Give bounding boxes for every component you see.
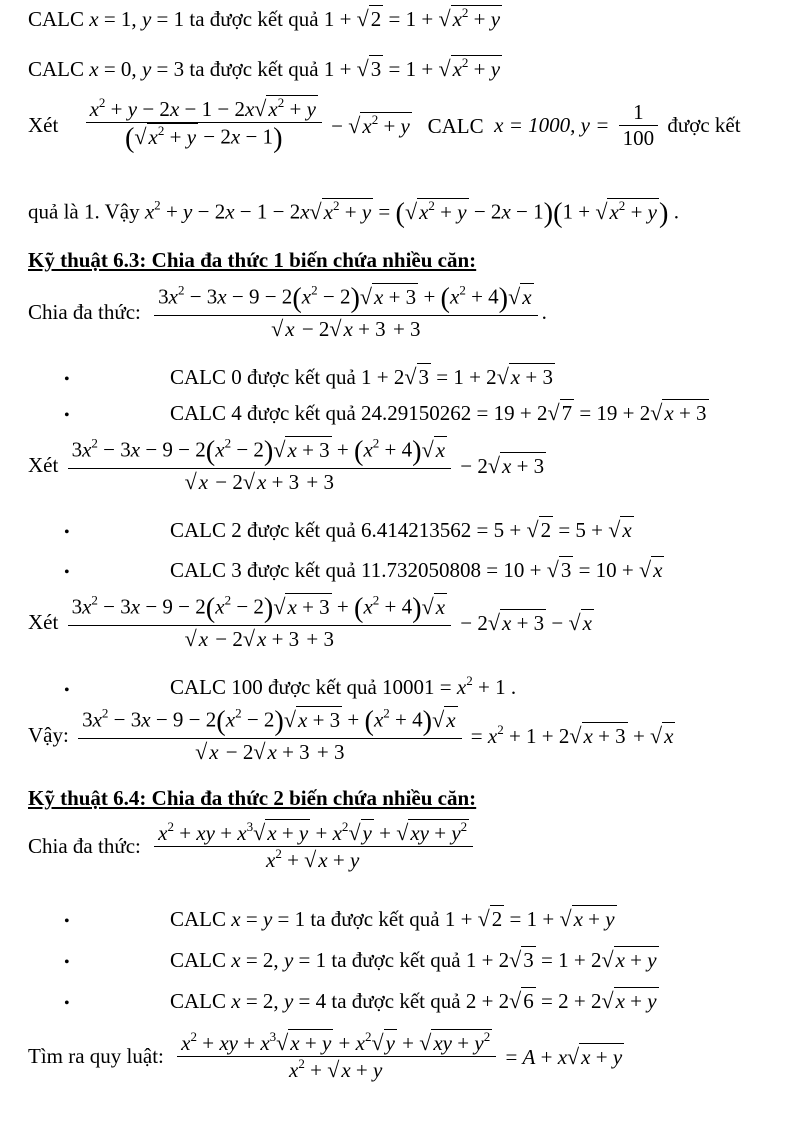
bullet: • bbox=[64, 564, 70, 581]
calc-x2-y4: CALC x = 2, y = 4 ta được kết quả 2 + 2√6 = 2 + 2√x + y bbox=[170, 988, 657, 1013]
calc-xy-1: CALC x = y = 1 ta được kết quả 1 + √2 = 1 + √x + y bbox=[170, 906, 615, 931]
bullet-calc-3: CALC 3 được kết quả 11.732050808 = 10 + √3 = 10 + √x bbox=[170, 557, 663, 582]
bullet: • bbox=[64, 524, 70, 541]
bullet: • bbox=[64, 407, 70, 424]
bullet-calc-4: CALC 4 được kết quả 24.29150262 = 19 + 2√7 = 19 + 2√x + 3 bbox=[170, 400, 707, 425]
calc-line-2: CALC x = 0, y = 3 ta được kết quả $1 + √3 = 1 + √x^2 + y$ bbox=[28, 54, 501, 81]
vay-line-2: Vậy: $\frac{3x^2 - 3x - 9 - 2(x^2 - 2)√x + 3 + (x^2 + 4)√x}{√x - 2√x + 3 + 3}$ = $x^2 + 1 + 2√x + 3 + √x$ bbox=[28, 705, 674, 765]
heading-6-3: Kỹ thuật 6.3: Chia đa thức 1 biến chứa nhiều căn: bbox=[28, 248, 477, 272]
chia-da-thuc-2: Chia đa thức: $\frac{x^2 + xy + x^3√x + y + x^2√y + √xy + y^2}{x^2 + √x + y}$ bbox=[28, 820, 477, 873]
xet-line-1: Xét $\frac{x^2 + y - 2x - 1 - 2x√x^2 + y}{(√x^2 + y - 2x - 1)}$ − $√x^2 + y$ CALC x = 1000, y = $\frac{1}{100}$ được kết bbox=[28, 94, 741, 155]
tim-ra-quy-luat: Tìm ra quy luật: $\frac{x^2 + xy + x^3√x + y + x^2√y + √xy + y^2}{x^2 + √x + y}$ = A + x√x + y bbox=[28, 1028, 623, 1083]
calc-x2-y1: CALC x = 2, y = 1 ta được kết quả 1 + 2√3 = 1 + 2√x + y bbox=[170, 947, 657, 972]
bullet-calc-100: CALC 100 được kết quả $10001 = x^2 + 1$ . bbox=[170, 672, 517, 699]
bullet: • bbox=[64, 682, 70, 699]
bullet: • bbox=[64, 954, 70, 971]
heading-6-4: Kỹ thuật 6.4: Chia đa thức 2 biến chứa nhiều căn: bbox=[28, 786, 477, 810]
calc-line-1: CALC x = 1, y = 1 ta được kết quả $1 + √2 = 1 + √x^2 + y$ bbox=[28, 4, 501, 31]
bullet: • bbox=[64, 913, 70, 930]
vay-line-1: quả là 1. Vậy $x^2 + y - 2x - 1 - 2x√x^2 + y = (√x^2 + y - 2x - 1)(1 + √x^2 + y)$ . bbox=[28, 197, 679, 229]
chia-da-thuc-1: Chia đa thức: $\frac{3x^2 - 3x - 9 - 2(x^2 - 2)√x + 3 + (x^2 + 4)√x}{√x - 2√x + 3 + 3}$ . bbox=[28, 282, 547, 342]
bullet: • bbox=[64, 371, 70, 388]
bullet-calc-0: CALC 0 được kết quả 1 + 2√3 = 1 + 2√x + 3 bbox=[170, 364, 553, 389]
xet-line-2: Xét $\frac{3x^2 - 3x - 9 - 2(x^2 - 2)√x + 3 + (x^2 + 4)√x}{√x - 2√x + 3 + 3}$ − 2√x + 3 bbox=[28, 435, 545, 495]
bullet-calc-2: CALC 2 được kết quả 6.414213562 = 5 + √2 = 5 + √x bbox=[170, 517, 632, 542]
xet-line-3: Xét $\frac{3x^2 - 3x - 9 - 2(x^2 - 2)√x + 3 + (x^2 + 4)√x}{√x - 2√x + 3 + 3}$ − 2√x + 3 − √x bbox=[28, 592, 592, 652]
bullet: • bbox=[64, 995, 70, 1012]
